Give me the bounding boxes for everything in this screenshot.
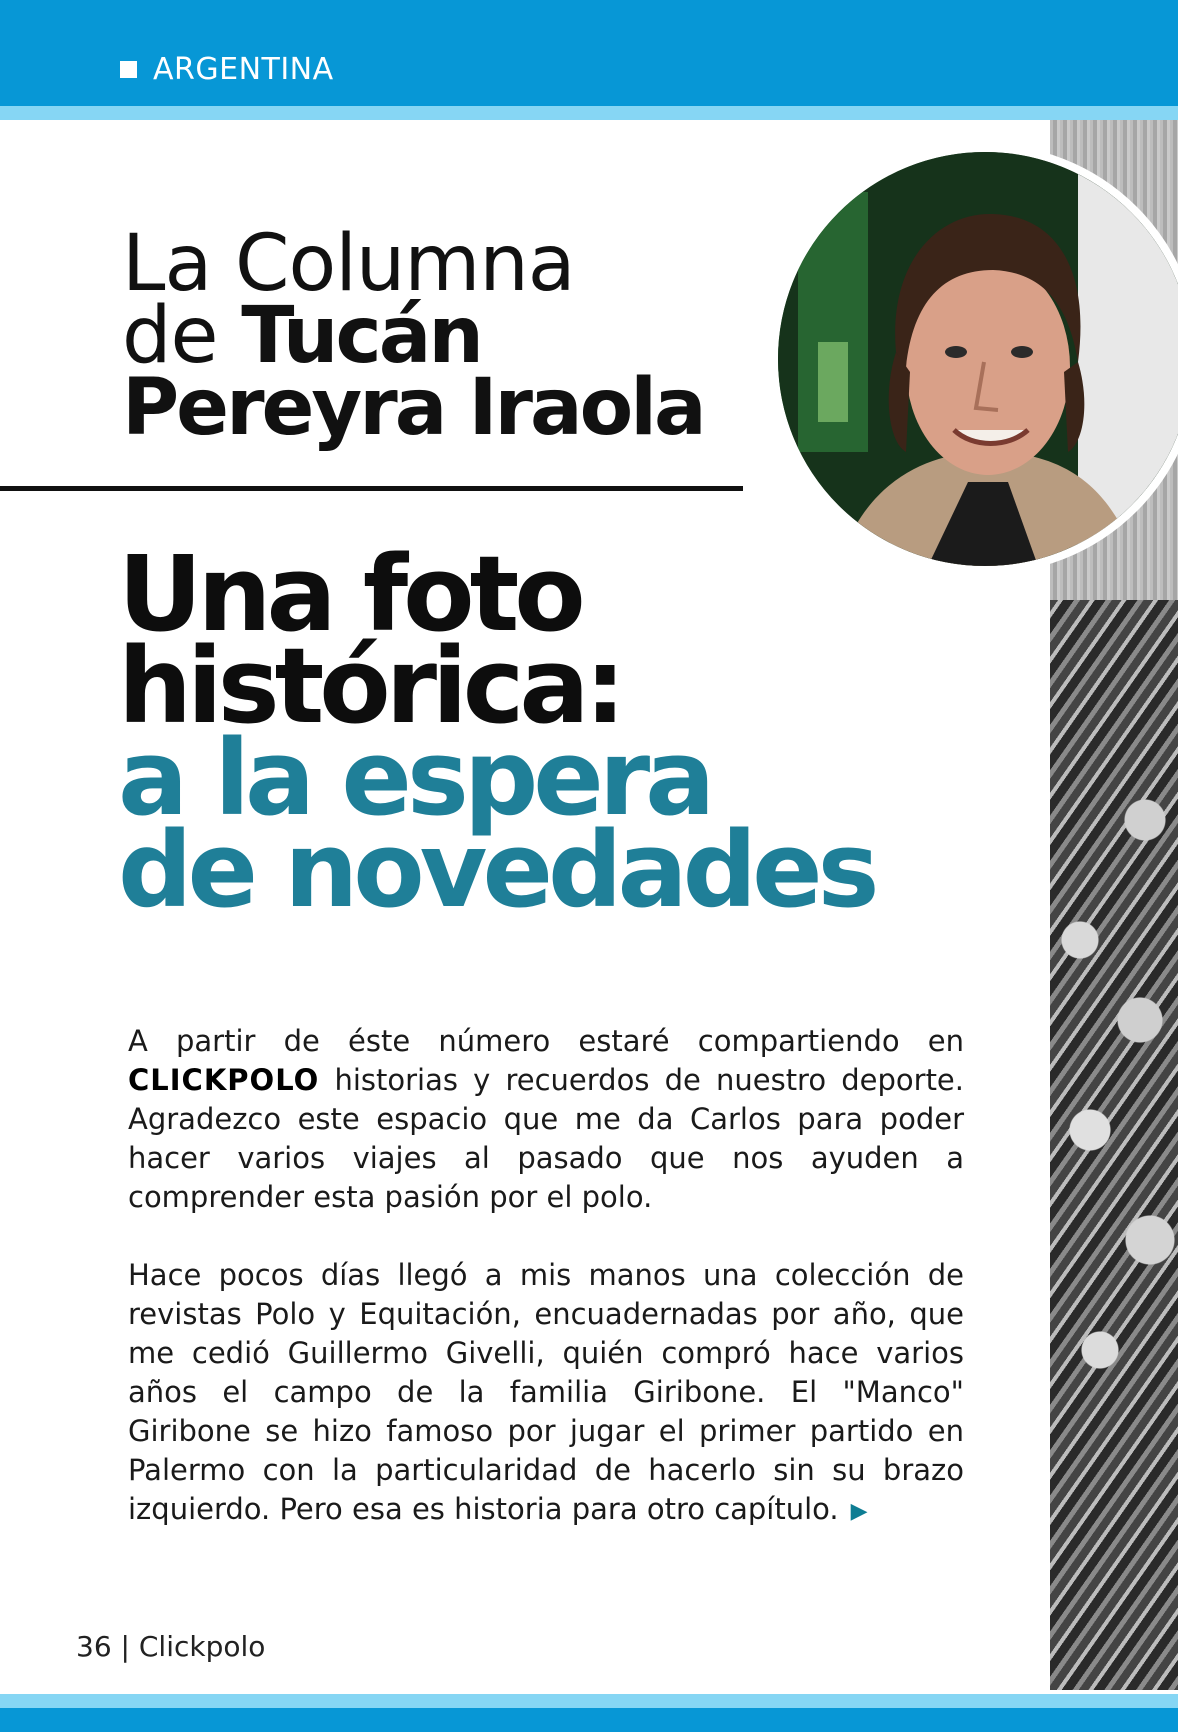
article-headline: [118, 533, 998, 931]
title-divider: [0, 486, 743, 491]
body-paragraph-2: [128, 1256, 964, 1531]
page-footer: 36 | Clickpolo: [76, 1630, 266, 1663]
column-title: [122, 219, 704, 453]
section-name: ARGENTINA: [153, 52, 334, 87]
section-label: [120, 52, 334, 87]
headline-line2: histórica:: [118, 625, 622, 747]
square-icon: [120, 61, 137, 78]
columnist-last-name: Pereyra Iraola: [122, 363, 704, 453]
body-p1-before: A partir de éste número estaré compartiendo en: [128, 1024, 964, 1058]
author-portrait: [770, 144, 1178, 574]
body-p2-text: Hace pocos días llegó a mis manos una colección de revistas Polo y Equitación, encuadernadas por año, que me cedió Guillermo Givelli, quién compró hace varios años el campo de la familia Giribone. El "Manco" Giribone se hizo famoso por jugar el primer partido en Palermo con la particularidad de hacerlo sin su brazo izquierdo. Pero esa es historia para otro capítulo.: [128, 1258, 964, 1526]
headline-line4: de novedades: [118, 809, 875, 931]
body-paragraph-1: [128, 1022, 964, 1217]
column-title-line2: [122, 291, 704, 381]
headline-line1: Una foto: [118, 533, 581, 655]
footer-band: [0, 1708, 1178, 1732]
headline-line3: a la espera: [118, 717, 711, 839]
header-accent-stripe: [0, 106, 1178, 120]
author-portrait-illustration: [778, 152, 1178, 566]
body-p1-after: historias y recuerdos de nuestro deporte. Agradezco este espacio que me da Carlos para poder hacer varios viajes al pasado que nos ayuden a comprender esta pasión por el polo.: [128, 1063, 964, 1214]
columnist-first-name: Tucán: [241, 291, 481, 381]
column-title-line1: La Columna: [122, 219, 575, 309]
triangle-right-icon: ▶: [850, 1498, 868, 1524]
article-body: [128, 1022, 964, 1570]
footer-accent-stripe: [0, 1694, 1178, 1708]
brand-name: CLICKPOLO: [128, 1063, 320, 1097]
column-title-prefix: de: [122, 291, 218, 381]
